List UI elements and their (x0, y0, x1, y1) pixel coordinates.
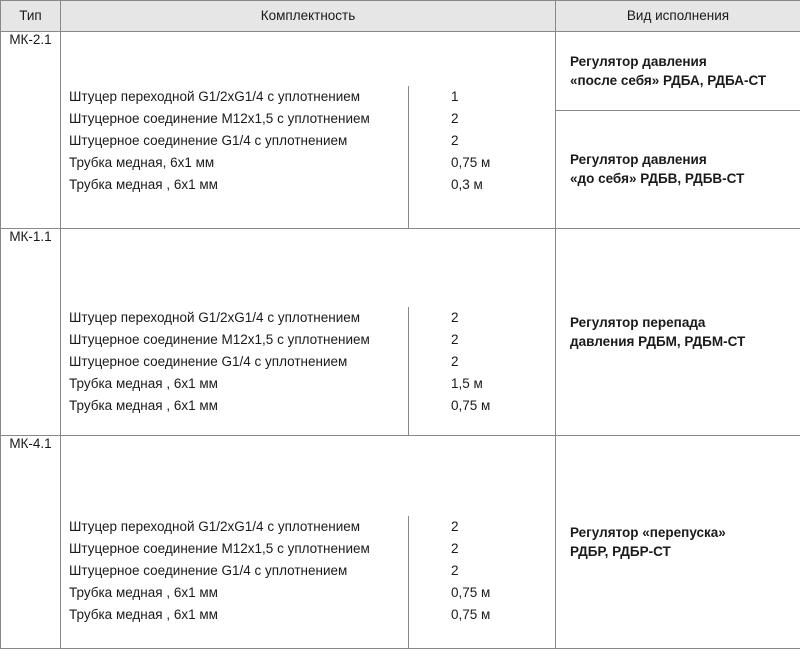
cell-type: МК-2.1 (1, 32, 61, 229)
execution-line: Регулятор перепада (570, 315, 706, 330)
kit-item: Трубка медная, 6x1 мм (69, 155, 215, 170)
header-row (1, 1, 800, 32)
kit-quantity: 0,75 м (451, 155, 491, 170)
kit-quantity-list (409, 307, 555, 435)
kit-item-list (61, 307, 409, 435)
cell-kit (61, 229, 556, 436)
kit-quantity: 2 (451, 354, 459, 369)
cell-type: МК-4.1 (1, 436, 61, 649)
execution-entry (556, 110, 800, 227)
kit-quantity-list (409, 516, 555, 648)
kit-item: Трубка медная , 6x1 мм (69, 585, 218, 600)
kit-item: Штуцерное соединение G1/4 с уплотнением (69, 133, 348, 148)
kit-item: Штуцерное соединение M12x1,5 с уплотнением (69, 541, 370, 556)
kit-quantity: 1 (451, 89, 459, 104)
kit-quantity: 2 (451, 310, 459, 325)
execution-entry (556, 32, 800, 110)
kit-item: Штуцерное соединение M12x1,5 с уплотнением (69, 111, 370, 126)
kit-quantity: 2 (451, 519, 459, 534)
cell-execution (556, 229, 800, 436)
kit-quantity: 0,75 м (451, 398, 491, 413)
kit-item: Трубка медная , 6x1 мм (69, 177, 218, 192)
kit-item: Штуцер переходной G1/2xG1/4 с уплотнением (69, 89, 361, 104)
kit-quantity: 2 (451, 332, 459, 347)
kit-quantity: 1,5 м (451, 376, 483, 391)
header-type: Тип (1, 1, 61, 32)
execution-line: Регулятор давления (570, 152, 707, 167)
kit-item: Штуцерное соединение M12x1,5 с уплотнением (69, 332, 370, 347)
cell-execution (556, 436, 800, 649)
execution-entry (556, 229, 800, 435)
kit-item: Трубка медная , 6x1 мм (69, 398, 218, 413)
kit-item-list (61, 516, 409, 648)
kit-quantity: 0,75 м (451, 607, 491, 622)
table-row (1, 436, 800, 649)
cell-execution (556, 32, 800, 229)
kit-item: Трубка медная , 6x1 мм (69, 607, 218, 622)
kit-item: Трубка медная , 6x1 мм (69, 376, 218, 391)
kit-item-list (61, 86, 409, 228)
kit-quantity: 0,3 м (451, 177, 483, 192)
kit-item: Штуцер переходной G1/2xG1/4 с уплотнением (69, 310, 361, 325)
execution-entry (556, 436, 800, 648)
header-execution: Вид исполнения (556, 1, 800, 32)
kit-quantity: 2 (451, 541, 459, 556)
cell-kit (61, 32, 556, 229)
execution-line: Регулятор давления (570, 54, 707, 69)
kit-item: Штуцер переходной G1/2xG1/4 с уплотнением (69, 519, 361, 534)
header-kit: Комплектность (61, 1, 556, 32)
table-row (1, 229, 800, 436)
cell-kit (61, 436, 556, 649)
execution-line: Регулятор «перепуска» (570, 525, 726, 540)
kit-quantity: 2 (451, 133, 459, 148)
execution-line: давления РДБМ, РДБМ-СТ (570, 334, 746, 349)
execution-line: «после себя» РДБА, РДБА-СТ (570, 73, 767, 88)
kit-item: Штуцерное соединение G1/4 с уплотнением (69, 354, 348, 369)
table-head (1, 1, 800, 32)
table-row (1, 32, 800, 229)
kit-quantity-list (409, 86, 555, 228)
kit-quantity: 0,75 м (451, 585, 491, 600)
table-body (1, 32, 800, 649)
cell-type: МК-1.1 (1, 229, 61, 436)
kit-quantity: 2 (451, 111, 459, 126)
kit-item: Штуцерное соединение G1/4 с уплотнением (69, 563, 348, 578)
execution-line: РДБР, РДБР-СТ (570, 544, 671, 559)
execution-line: «до себя» РДБВ, РДБВ-СТ (570, 171, 745, 186)
kit-quantity: 2 (451, 563, 459, 578)
